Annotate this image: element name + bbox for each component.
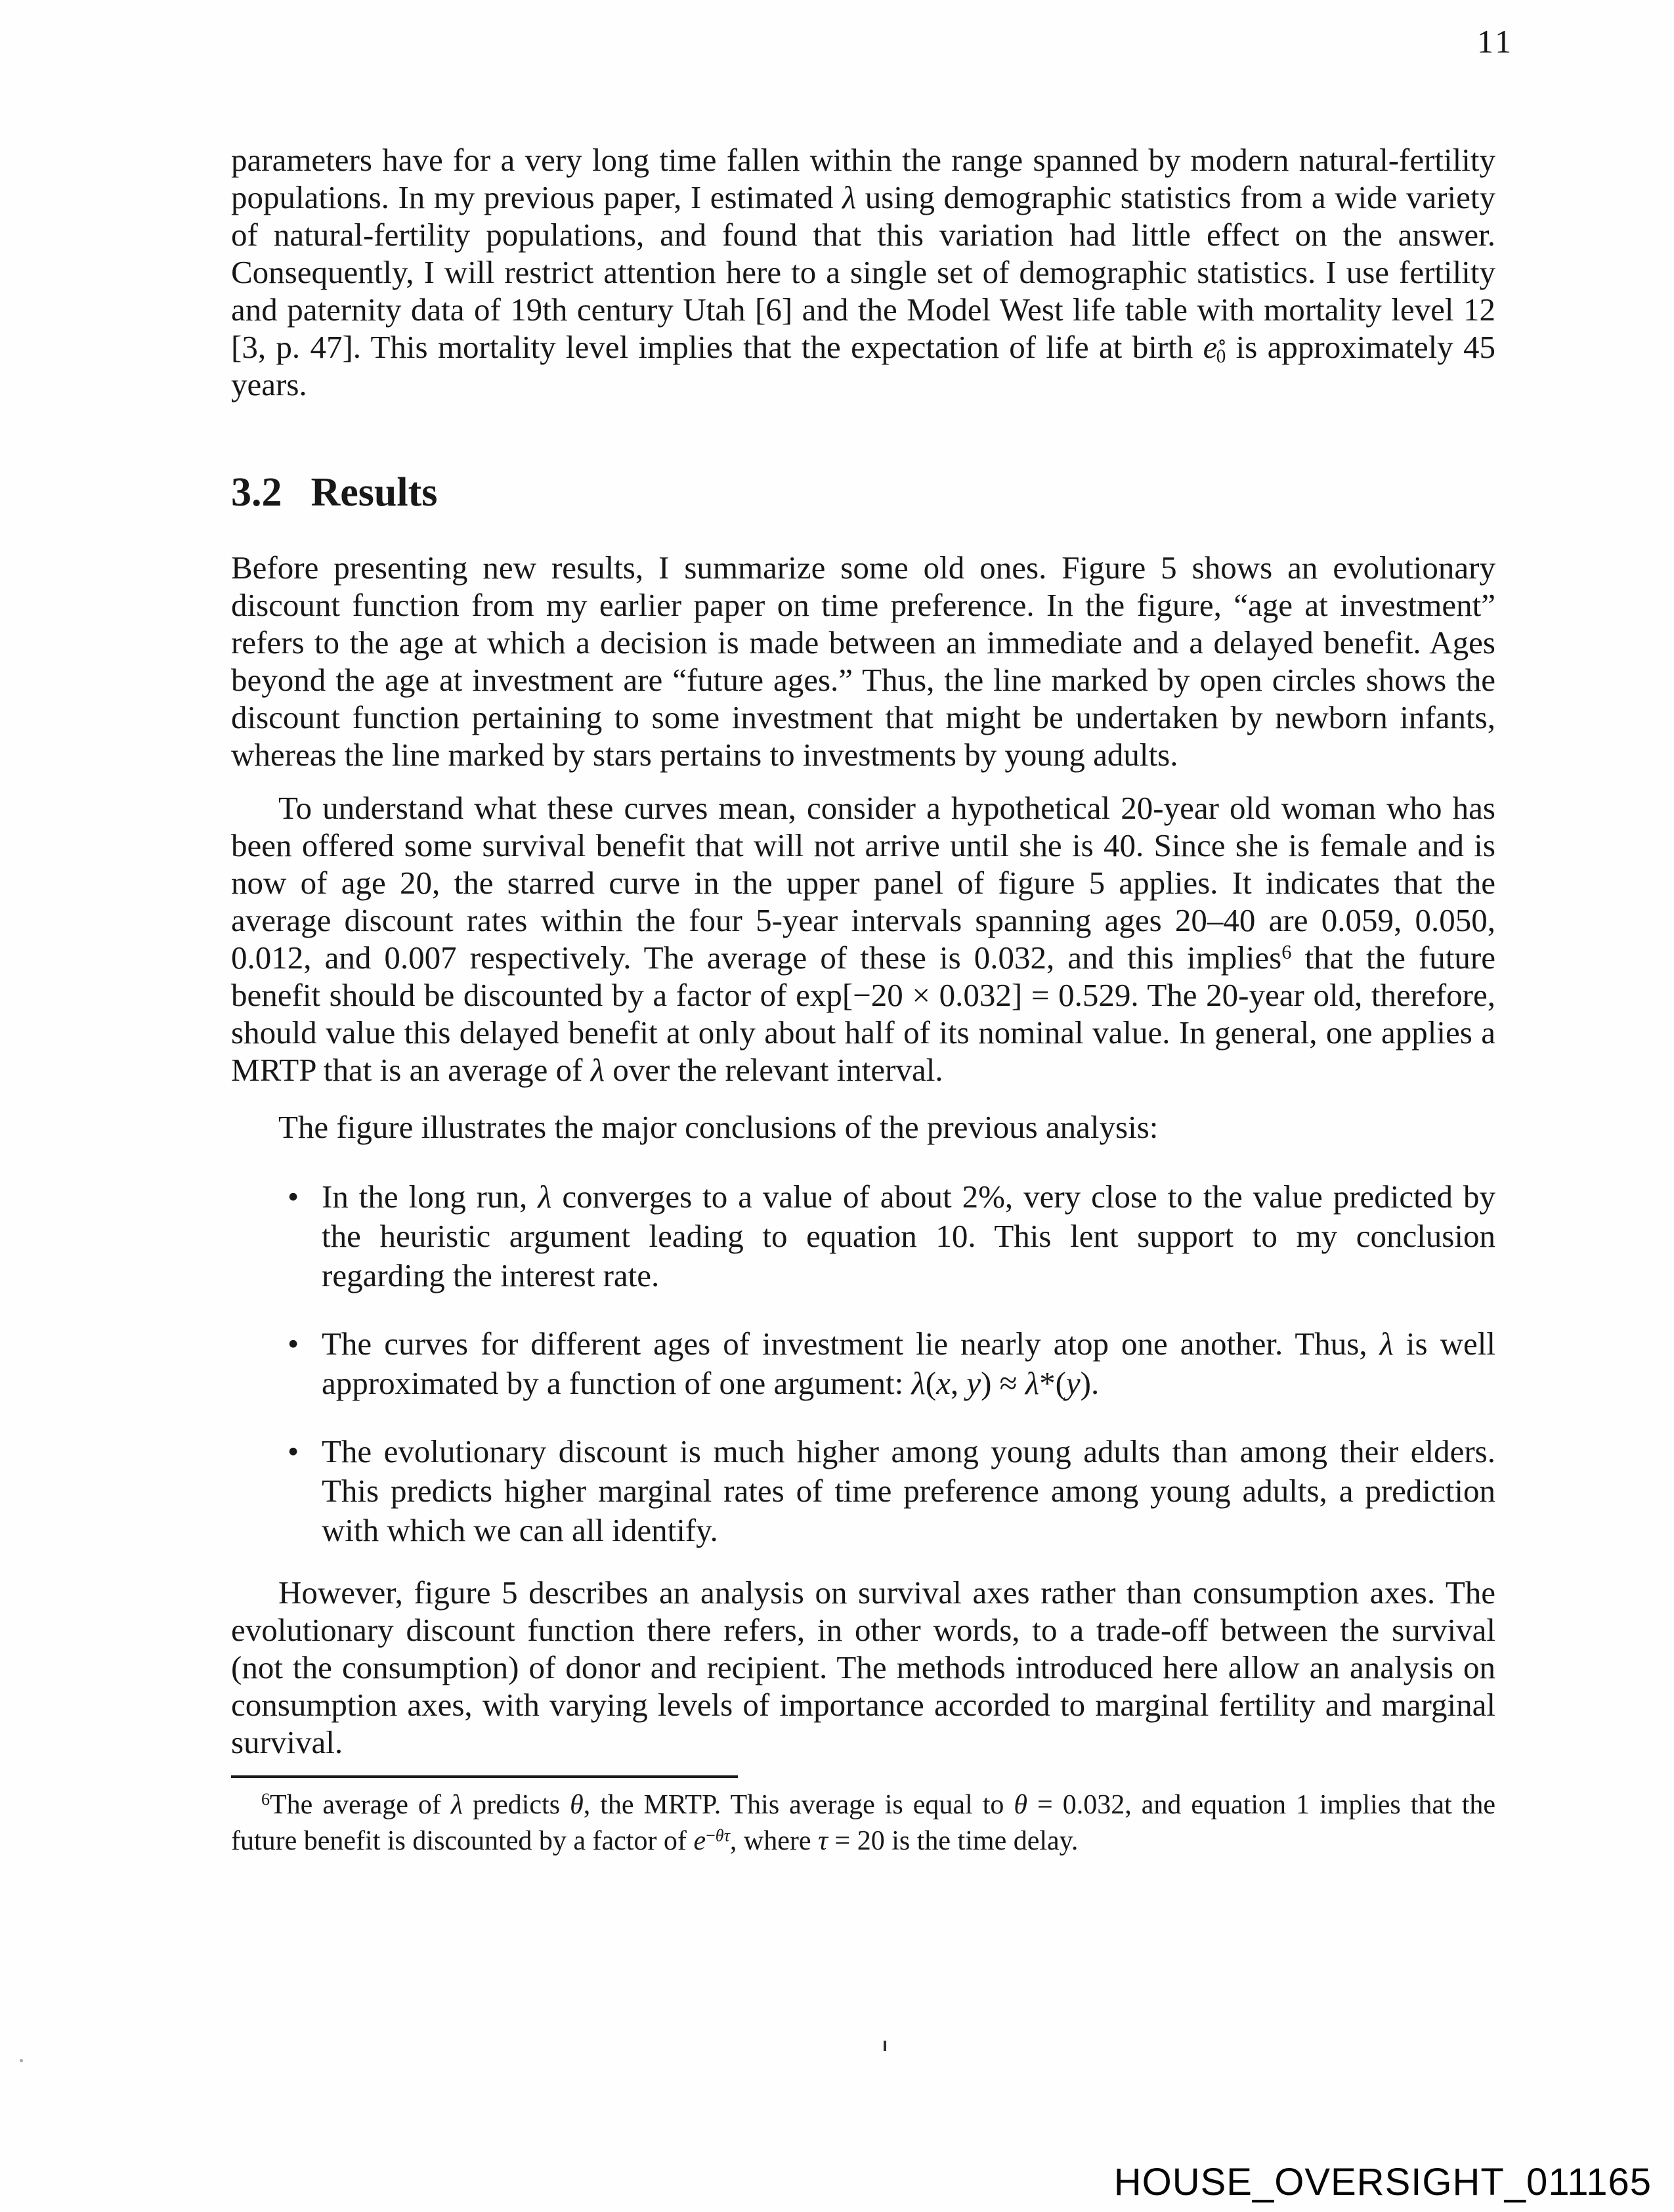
list-item-discount: • The evolutionary discount is much higher among young adults than among their elders. This predicts higher marginal rates of time preference among young adults, a prediction with which we can all identify. — [322, 1432, 1495, 1550]
scan-artifact-dot — [20, 2059, 23, 2062]
page-number: 11 — [1477, 23, 1514, 60]
footnote-rule — [231, 1775, 738, 1778]
scan-artifact-tick — [884, 2041, 886, 2051]
bates-stamp: HOUSE_OVERSIGHT_011165 — [1113, 2161, 1652, 2203]
paragraph-conclusions-lead: The figure illustrates the major conclusions of the previous analysis: — [278, 1109, 1159, 1145]
section-number: 3.2 — [231, 470, 282, 515]
paragraph-however: However, figure 5 describes an analysis on survival axes rather than consumption axes. The evolutionary discount function there refers, in other words, to a trade-off between the survival (not the consumption) of donor and recipient. The methods introduced here allow an analysis on consumption axes, with varying levels of importance accorded to marginal fertility and marginal survival. — [231, 1574, 1495, 1760]
list-item-curves: • The curves for different ages of investment lie nearly atop one another. Thus, λ is well approximated by a function of one argument: λ(x, y) ≈ λ*(y). — [322, 1324, 1495, 1403]
page-body — [231, 141, 1495, 1887]
paragraph-continuation: parameters have for a very long time fallen within the range spanned by modern natural-fertility populations. In my previous paper, I estimated λ using demographic statistics from a wide variety of natural-fertility populations, and found that this variation had little effect on the answer. Consequently, I will restrict attention here to a single set of demographic statistics. I use fertility and paternity data of 19th century Utah [6] and the Model West life table with mortality level 12 [3, p. 47]. This mortality level implies that the expectation of life at birth e∘0 is approximately 45 years. — [231, 142, 1496, 402]
paragraph-results-intro: Before presenting new results, I summarize some old ones. Figure 5 shows an evolutionary discount function from my earlier paper on time preference. In the figure, “age at investment” refers to the age at which a decision is made between an immediate and a delayed benefit. Ages beyond the age at investment are “future ages.” Thus, the line marked by open circles shows the discount function pertaining to some investment that might be undertaken by newborn infants, whereas the line marked by stars pertains to investments by young adults. — [231, 550, 1495, 773]
section-heading — [231, 469, 1495, 516]
list-item-long-run: • In the long run, λ converges to a value of about 2%, very close to the value predicted by the heuristic argument leading to equation 10. This lent support to my conclusion regarding the interest rate. — [322, 1177, 1495, 1295]
section-title: Results — [311, 470, 438, 515]
conclusions-list — [231, 1177, 1495, 1550]
paragraph-example: To understand what these curves mean, consider a hypothetical 20-year old woman who has been offered some survival benefit that will not arrive until she is 40. Since she is female and is now of age 20, the starred curve in the upper panel of figure 5 applies. It indicates that the average discount rates within the four 5-year intervals spanning ages 20–40 are 0.059, 0.050, 0.012, and 0.007 respectively. The average of these is 0.032, and this implies$^6$ that the future benefit should be discounted by a factor of exp[−20 × 0.032] = 0.529. The 20-year old, therefore, should value this delayed benefit at only about half of its nominal value. In general, one applies a MRTP that is an average of λ over the relevant interval. — [231, 790, 1495, 1088]
footnote: $^6$The average of λ predicts θ, the MRTP. This average is equal to θ = 0.032, and equation 1 implies that the future benefit is discounted by a factor of $e^{-\theta\tau}$, where τ = 20 is the time delay. — [231, 1789, 1496, 1856]
